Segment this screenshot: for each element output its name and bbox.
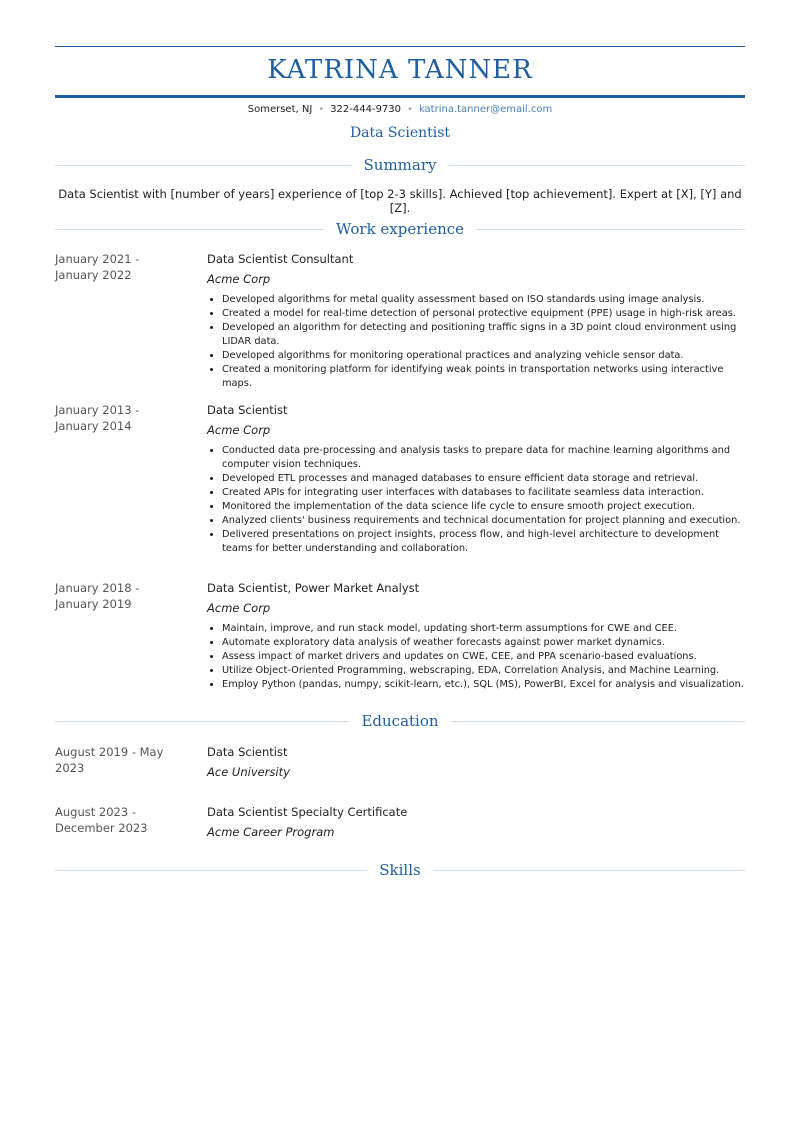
section-divider — [55, 229, 324, 230]
section-label: Work experience — [335, 220, 465, 238]
section-heading-work — [55, 220, 745, 238]
education-role: Data Scientist Specialty Certificate — [207, 805, 408, 819]
section-divider — [451, 721, 745, 722]
work-organization: Acme Corp — [207, 272, 271, 286]
section-divider — [55, 165, 352, 166]
bullet-item: • Developed an algorithm for detecting and positioning traffic signs in a 3D point cloud environment using LIDAR data. — [222, 321, 745, 349]
section-label: Skills — [379, 861, 421, 879]
work-organization: Acme Corp — [207, 601, 271, 615]
contact-line — [0, 104, 800, 115]
bullet-item: • Created APIs for integrating user interfaces with databases to facilitate seamless data interaction. — [222, 486, 745, 500]
bullet-item: • Created a model for real-time detection of personal protective equipment (PPE) usage in high-risk areas. — [222, 307, 745, 321]
candidate-name: KATRINA TANNER — [267, 55, 533, 85]
work-bullets — [207, 293, 745, 391]
bullet-item: • Analyzed clients' business requirements and technical documentation for project planning and execution. — [222, 514, 745, 528]
section-label: Education — [361, 712, 439, 730]
work-date: January 2013 - January 2014 — [55, 403, 140, 433]
education-organization: Acme Career Program — [207, 825, 335, 839]
bullet-item: • Maintain, improve, and run stack model, updating short-term assumptions for CWE and CEE. — [222, 622, 745, 636]
section-divider — [55, 870, 367, 871]
bullet-item: • Developed algorithms for monitoring operational practices and analyzing vehicle sensor data. — [222, 349, 745, 363]
work-date: January 2021 - January 2022 — [55, 252, 140, 282]
section-divider — [55, 721, 349, 722]
bullet-item: • Created a monitoring platform for identifying weak points in transportation networks using interactive maps. — [222, 363, 745, 391]
education-role: Data Scientist — [207, 745, 288, 759]
work-details — [207, 402, 745, 556]
section-divider — [433, 870, 745, 871]
section-divider — [476, 229, 745, 230]
bullet-item: • Automate exploratory data analysis of weather forecasts against power market dynamics. — [222, 636, 745, 650]
work-date: January 2018 - January 2019 — [55, 581, 140, 611]
work-role: Data Scientist — [207, 403, 288, 417]
work-bullets — [207, 622, 745, 692]
bullet-item: • Utilize Object-Oriented Programming, webscraping, EDA, Correlation Analysis, and Machine Learning. — [222, 664, 745, 678]
bullet-item: • Developed algorithms for metal quality assessment based on ISO standards using image analysis. — [222, 293, 745, 307]
separator-dot: • — [407, 104, 413, 115]
section-label: Summary — [363, 156, 437, 174]
section-heading-education — [55, 712, 745, 730]
education-details — [207, 804, 745, 840]
header-bottom-rule — [55, 95, 745, 98]
work-organization: Acme Corp — [207, 423, 271, 437]
work-bullets — [207, 444, 745, 556]
header-top-rule — [55, 46, 745, 47]
section-heading-skills — [55, 861, 745, 879]
education-date: August 2019 - May 2023 — [55, 745, 164, 775]
separator-dot: • — [318, 104, 325, 115]
work-role: Data Scientist Consultant — [207, 252, 354, 266]
phone: 322-444-9730 — [330, 104, 402, 115]
job-title: Data Scientist — [349, 125, 451, 141]
education-details — [207, 744, 745, 780]
section-heading-summary — [55, 156, 745, 174]
work-details — [207, 251, 745, 391]
section-divider — [449, 165, 746, 166]
email-link[interactable]: katrina.tanner@email.com — [418, 104, 553, 115]
education-date: August 2023 - December 2023 — [55, 805, 148, 835]
location: Somerset, NJ — [247, 104, 313, 115]
work-role: Data Scientist, Power Market Analyst — [207, 581, 420, 595]
bullet-item: • Monitored the implementation of the data science life cycle to ensure smooth project execution. — [222, 500, 745, 514]
bullet-item: • Employ Python (pandas, numpy, scikit-learn, etc.), SQL (MS), PowerBI, Excel for analysis and visualization. — [222, 678, 745, 692]
bullet-item: • Conducted data pre-processing and analysis tasks to prepare data for machine learning algorithms and computer vision techniques. — [222, 444, 745, 472]
bullet-item: • Delivered presentations on project insights, process flow, and high-level architecture to development teams for better understanding and collaboration. — [222, 528, 745, 556]
bullet-item: • Developed ETL processes and managed databases to ensure efficient data storage and retrieval. — [222, 472, 745, 486]
work-details — [207, 580, 745, 692]
summary-text: Data Scientist with [number of years] experience of [top 2-3 skills]. Achieved [top achievement]. Expert at [X], [Y] and [Z]. — [58, 187, 742, 215]
bullet-item: • Assess impact of market drivers and updates on CWE, CEE, and PPA scenario-based evaluations. — [222, 650, 745, 664]
education-organization: Ace University — [207, 765, 290, 779]
